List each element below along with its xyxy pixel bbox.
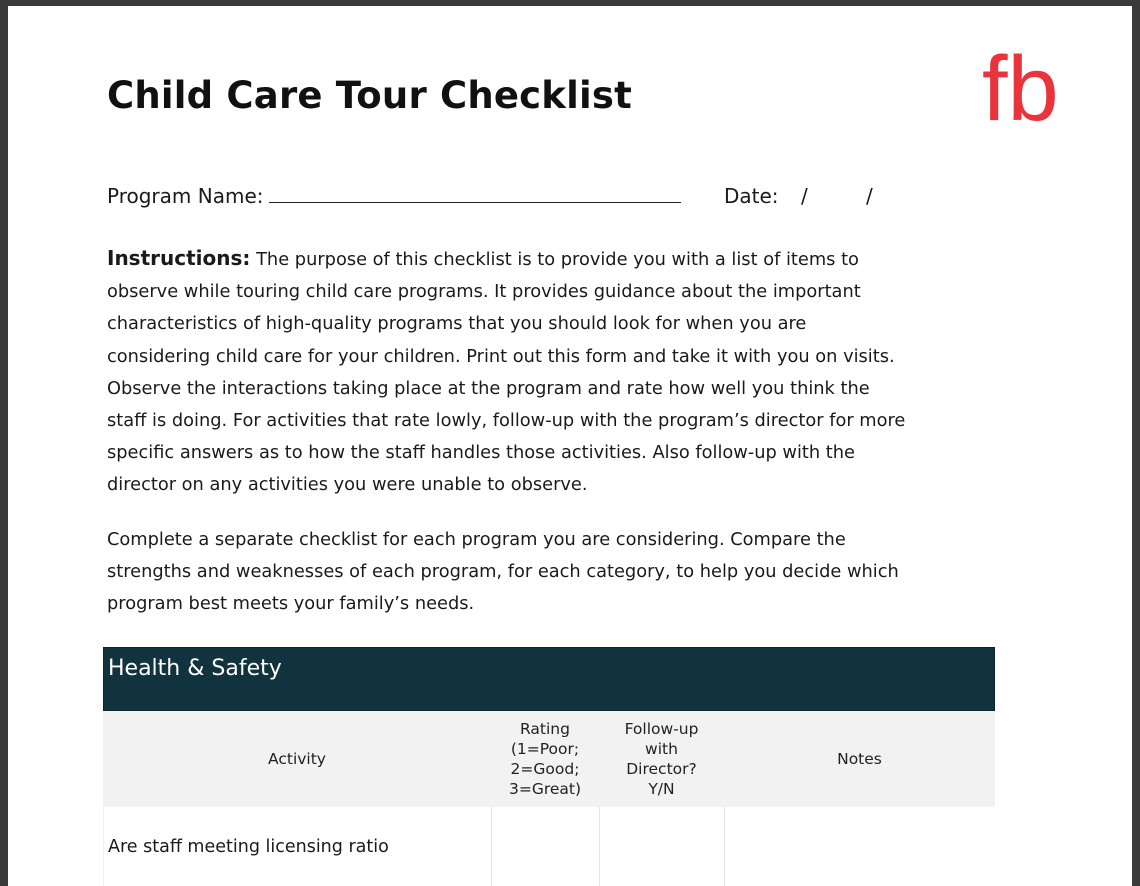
- column-followup: [599, 711, 724, 807]
- compare-line: Complete a separate checklist for each program you are considering. Compare the: [107, 529, 846, 550]
- rating-cell[interactable]: [491, 807, 599, 886]
- followup-line: Follow-up: [624, 720, 699, 738]
- program-name-field[interactable]: [107, 184, 681, 208]
- column-activity: Activity: [268, 750, 326, 768]
- date-slash-2: /: [866, 184, 873, 208]
- followup-line: Y/N: [648, 780, 675, 798]
- compare-line: strengths and weaknesses of each program, for each category, to help you decide which: [107, 561, 899, 583]
- rating-line: 2=Good;: [510, 760, 580, 778]
- followup-line: with: [645, 740, 678, 758]
- followup-cell[interactable]: [599, 807, 724, 886]
- instructions-line: specific answers as to how the staff handles those activities. Also follow-up with the: [107, 442, 855, 464]
- rating-line: Rating: [520, 720, 570, 738]
- notes-cell[interactable]: [724, 807, 995, 886]
- instructions-paragraph: [107, 242, 1012, 502]
- date-label: Date:: [724, 184, 779, 208]
- instructions-line: considering child care for your children. Print out this form and take it with you on visits.: [107, 345, 895, 367]
- rating-line: (1=Poor;: [510, 740, 580, 758]
- followup-line: Director?: [626, 760, 697, 778]
- page-title: Child Care Tour Checklist: [107, 74, 632, 117]
- column-notes: Notes: [837, 750, 882, 768]
- compare-paragraph: [107, 524, 1012, 621]
- column-header-row: [103, 711, 995, 807]
- instructions-line: Observe the interactions taking place at the program and rate how well you think the: [107, 377, 870, 399]
- health-safety-table: [103, 647, 995, 886]
- date-slash-1: /: [801, 184, 808, 208]
- instructions-label: Instructions:: [107, 246, 251, 270]
- instructions-line: The purpose of this checklist is to provide you with a list of items to: [256, 249, 859, 270]
- program-name-blank[interactable]: [269, 184, 681, 203]
- instructions-line: director on any activities you were unable to observe.: [107, 474, 588, 496]
- instructions-line: staff is doing. For activities that rate lowly, follow-up with the program’s director for more: [107, 410, 906, 432]
- instructions-line: observe while touring child care programs. It provides guidance about the important: [107, 281, 861, 303]
- activity-cell: Are staff meeting licensing ratio: [103, 807, 491, 886]
- fb-logo: [978, 36, 1070, 128]
- instructions-line: characteristics of high-quality programs that you should look for when you are: [107, 313, 807, 335]
- compare-line: program best meets your family’s needs.: [107, 593, 475, 615]
- program-name-label: Program Name:: [107, 184, 264, 208]
- rating-line: 3=Great): [508, 780, 582, 798]
- document-page: [8, 6, 1132, 886]
- column-rating: [491, 711, 599, 807]
- logo-text: fb: [982, 38, 1059, 128]
- table-row: [103, 807, 995, 886]
- section-header: [103, 647, 995, 711]
- section-title: Health & Safety: [108, 656, 282, 681]
